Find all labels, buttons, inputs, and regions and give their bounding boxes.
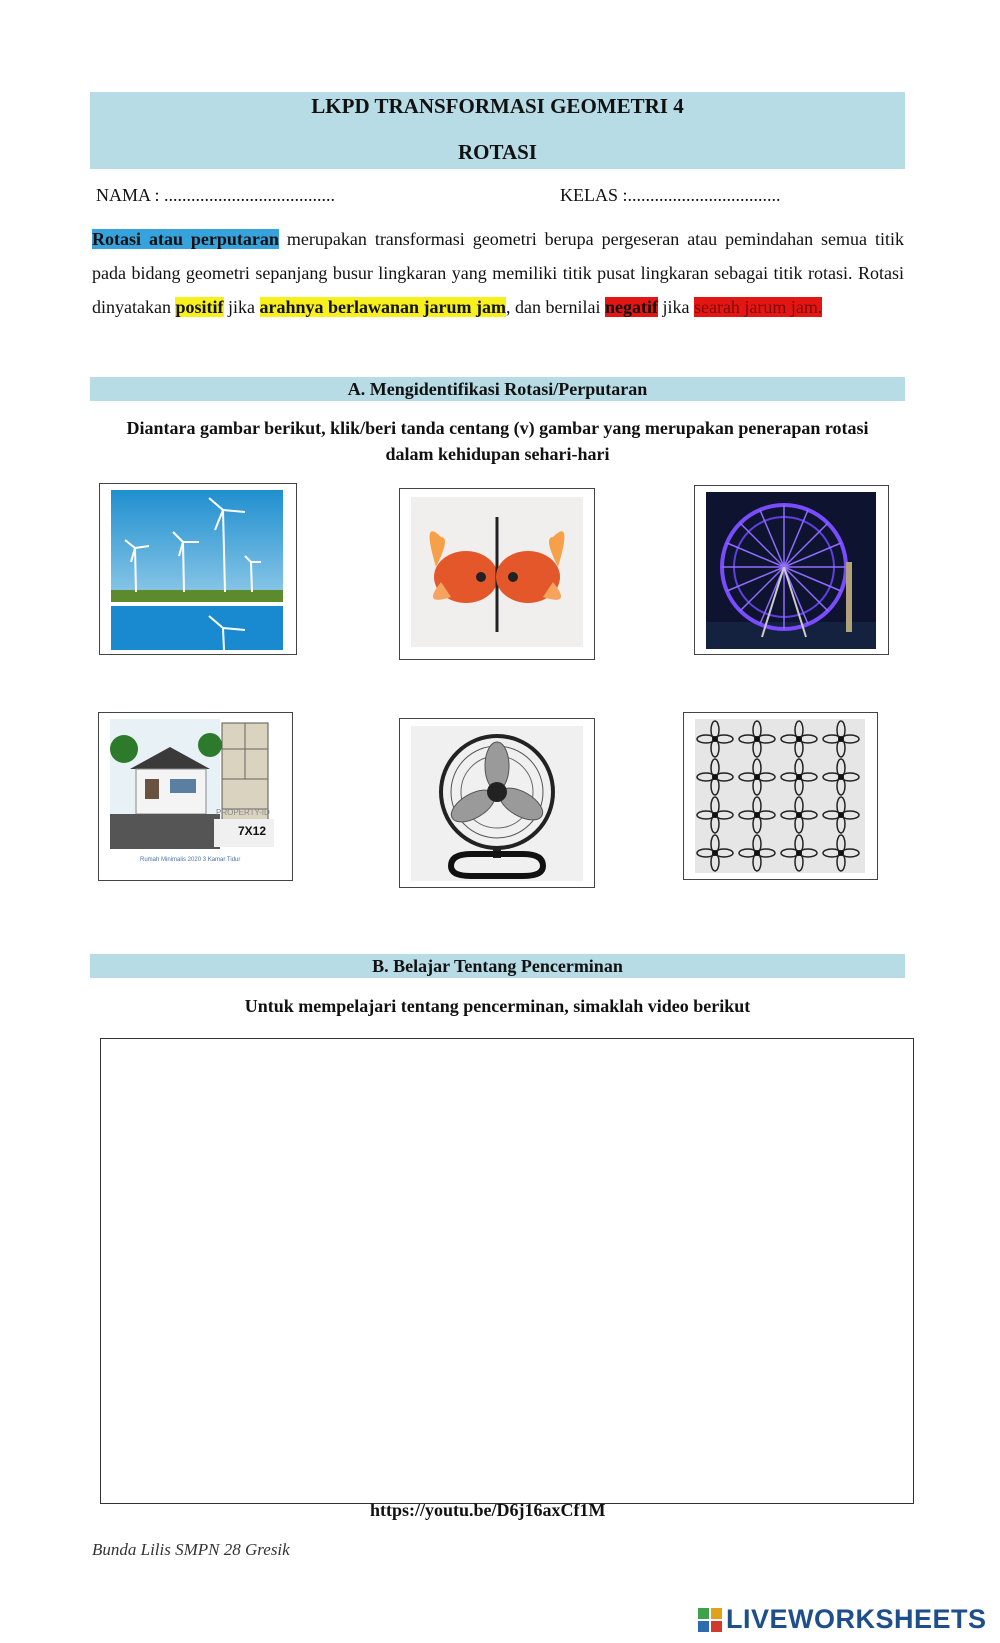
section-a-instruction-line2: dalam kehidupan sehari-hari bbox=[385, 444, 610, 464]
fan-image bbox=[411, 726, 583, 881]
intro-paragraph: Rotasi atau perputaran merupakan transformasi geometri berupa pergeseran atau pemindahan semua titik pada bidang geometri sepanjang busur lingkaran yang memiliki titik pusat lingkaran sebagai titik rotasi. Rotasi dinyatakan positif jika arahnya berlawanan jarum jam, dan bernilai negatif jika searah jarum jam. bbox=[92, 229, 905, 317]
negatif-highlight: negatif bbox=[604, 297, 658, 317]
house-size-label: 7X12 bbox=[238, 824, 267, 838]
positif-highlight: positif bbox=[175, 297, 224, 317]
image-option-wind-turbines[interactable] bbox=[99, 483, 297, 655]
kelas-field[interactable]: KELAS :.................................. bbox=[560, 185, 781, 205]
image-option-goldfish-mirror[interactable] bbox=[399, 488, 595, 660]
video-url-link[interactable]: https://youtu.be/D6j16axCf1M bbox=[370, 1500, 606, 1520]
liveworksheets-logo-icon bbox=[698, 1608, 722, 1637]
nama-field[interactable]: NAMA : ...................................... bbox=[96, 185, 336, 205]
image-option-fan[interactable] bbox=[399, 718, 595, 888]
author-footer: Bunda Lilis SMPN 28 Gresik bbox=[92, 1540, 290, 1559]
goldfish-image bbox=[411, 497, 583, 647]
house-image bbox=[110, 719, 280, 875]
section-a-heading: A. Mengidentifikasi Rotasi/Perputaran bbox=[90, 377, 905, 401]
section-a-instruction-line1: Diantara gambar berikut, klik/beri tanda centang (v) gambar yang merupakan penerapan rotasi bbox=[126, 418, 869, 438]
section-b-instruction: Untuk mempelajari tentang pencerminan, simaklah video berikut bbox=[244, 996, 751, 1016]
house-watermark: PROPERTY-ID bbox=[216, 808, 270, 817]
image-option-ferris-wheel[interactable] bbox=[694, 485, 889, 655]
ferris-wheel-image bbox=[706, 492, 876, 649]
worksheet-subtitle: ROTASI bbox=[458, 140, 537, 164]
wind-turbine-image bbox=[111, 490, 283, 650]
berlawanan-highlight: arahnya berlawanan jarum jam bbox=[259, 297, 506, 317]
flower-pattern-image bbox=[695, 719, 865, 873]
image-option-house[interactable] bbox=[98, 712, 293, 881]
video-embed-area[interactable] bbox=[100, 1038, 914, 1504]
term-highlight: Rotasi atau perputaran bbox=[92, 229, 279, 249]
image-option-pattern[interactable] bbox=[683, 712, 878, 880]
title-band bbox=[90, 92, 905, 169]
liveworksheets-brand: LIVEWORKSHEETS bbox=[726, 1604, 987, 1634]
house-caption: Rumah Minimalis 2020 3 Kamar Tidur bbox=[140, 857, 241, 863]
section-b-heading: B. Belajar Tentang Pencerminan bbox=[90, 954, 905, 978]
searah-highlight: searah jarum jam. bbox=[693, 297, 823, 317]
worksheet-title: LKPD TRANSFORMASI GEOMETRI 4 bbox=[311, 94, 684, 118]
